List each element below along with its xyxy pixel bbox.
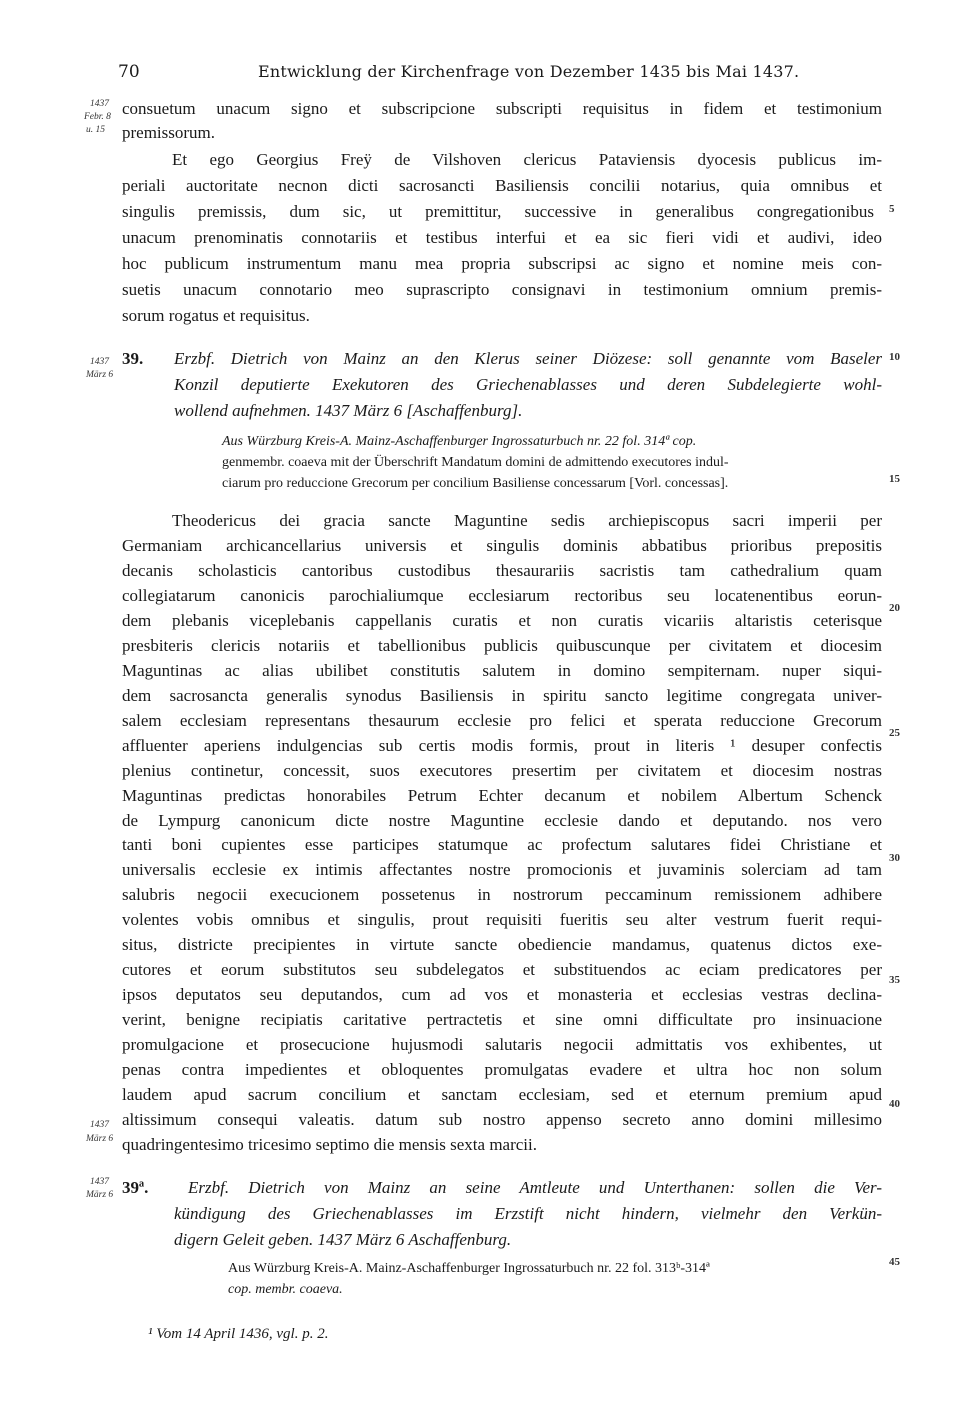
text-line: Germaniam archicancellarius universis et singulis dominis abbatibus prioribus prepositis — [122, 535, 882, 555]
line-number: 5 — [889, 203, 895, 215]
text-line: sorum rogatus et requisitus. — [122, 306, 310, 325]
text-line: consuetum unacum signo et subscripcione subscripti requisitus in fidem et testimonium — [122, 99, 882, 118]
text-line: de Lympurg canonicum dicte nostre Maguntine ecclesie dando et deputando. nos vero — [122, 810, 882, 830]
text-line: Theodericus dei gracia sancte Maguntine sedis archiepiscopus sacri imperii per — [172, 511, 882, 530]
margin-date-year: 1437 — [90, 1177, 109, 1187]
heading-line: Konzil deputierte Exekutoren des Griechenablasses und deren Subdelegierte wohl- — [174, 375, 882, 394]
source-line: Aus Würzburg Kreis-A. Mainz-Aschaffenburger Ingrossaturbuch nr. 22 fol. 314ª cop. — [222, 434, 697, 449]
line-number: 35 — [889, 974, 900, 986]
heading-line: digern Geleit geben. 1437 März 6 Aschaffenburg. — [174, 1230, 512, 1249]
source-line: Aus Würzburg Kreis-A. Mainz-Aschaffenburger Ingrossaturbuch nr. 22 fol. 313ᵇ-314ª — [228, 1261, 710, 1276]
document-number: 39. — [122, 349, 144, 368]
text-line: altissimum consequi valeatis. datum sub nostro appenso secreto anno domini millesimo — [122, 1110, 882, 1130]
line-number: 20 — [889, 602, 900, 614]
text-line: collegiatarum canonicis parochialiumque ecclesiarum rectoribus seu locatenentibus eorun- — [122, 585, 882, 605]
line-number: 40 — [889, 1098, 900, 1110]
text-line: plenius continetur, concessit, suos executores presertim per civitatem et diocesim nostras — [122, 760, 882, 780]
source-line: cop. membr. coaeva. — [228, 1282, 343, 1297]
text-line: situs, districte precipientes in virtute sancte obediencie mandamus, quatenus dictos exe- — [122, 935, 882, 955]
text-line: universalis ecclesie ex intimis affectantes nostre promocionis et juvaminis solerciam ad tam — [122, 860, 882, 880]
margin-date-year: 1437 — [90, 1120, 109, 1130]
text-line: hoc publicum instrumentum manu mea propria subscripsi ac signo et nomine meis con- — [122, 254, 882, 273]
document-number: 39ª. — [122, 1178, 149, 1197]
line-number: 15 — [889, 473, 900, 485]
text-line: ipsos deputatos seu deputandos, cum ad vos et monasteria et ecclesias vestras declina- — [122, 985, 882, 1005]
margin-date-day: März 6 — [86, 1134, 114, 1144]
text-line: singulis premissis, dum sic, ut premittitur, successive in generalibus congregationibus — [122, 202, 874, 221]
text-line: Maguntinas predictas honorabiles Petrum Echter decanum et nobilem Albertum Schenck — [122, 785, 882, 805]
line-number: 25 — [889, 727, 900, 739]
page-number: 70 — [118, 62, 140, 82]
line-number: 10 — [889, 351, 900, 363]
margin-date-day: Febr. 8 — [84, 112, 111, 122]
text-line: suetis unacum connotario meo suprascripto consignavi in testimonium omnium premis- — [122, 280, 882, 299]
text-line: promulgacione et prosecucione hujusmodi salutaris negocii admittatis vos exhibentes, ut — [122, 1035, 882, 1055]
text-line: quadringentesimo tricesimo septimo die mensis sexta marcii. — [122, 1135, 537, 1154]
line-number: 30 — [889, 852, 900, 864]
text-line: cutores et eorum substitutos seu subdelegatos et substituendos ac eciam predicatores per — [122, 960, 882, 980]
margin-date-day: März 6 — [86, 1190, 114, 1200]
text-line: tanti boni cupientes esse participes statumque ac profectum salutares fidei Christiane et — [122, 835, 882, 855]
text-line: laudem apud sacrum concilium et sanctam ecclesiam, sed et eternum premium apud — [122, 1085, 882, 1105]
text-line: salem ecclesiam representans thesaurum ecclesie pro felici et sperata reduccione Grecorum — [122, 710, 882, 730]
text-line: dem plebanis viceplebanis cappellanis curatis et non curatis vicariis altaristis ceterisque — [122, 610, 882, 630]
text-line: salubris negocii execucionem possetenus in nostrorum peccaminum remissionem adhibere — [122, 885, 882, 905]
text-line: decanis scholasticis cantoribus custodibus thesaurariis sacristis tam cathedralium quam — [122, 560, 882, 580]
running-title: Entwicklung der Kirchenfrage von Dezember 1435 bis Mai 1437. — [258, 62, 800, 81]
text-line: dem sacrosancta generalis synodus Basiliensis in spiritu sancto legitime congregata univer- — [122, 685, 882, 705]
text-line: presbiteris clericis notariis et tabellionibus publicis quibuscunque per civitatem et diocesim — [122, 635, 882, 655]
text-line: premissorum. — [122, 123, 216, 142]
footnote: ¹ Vom 14 April 1436, vgl. p. 2. — [148, 1326, 329, 1342]
margin-date-year: 1437 — [90, 99, 109, 109]
text-line: Maguntinas ac alias ubilibet constitutis salutem in domino sempiternam. nuper siqui- — [122, 660, 882, 680]
margin-date-day: u. 15 — [86, 125, 105, 135]
source-line: ciarum pro reduccione Grecorum per concilium Basiliense concessarum [Vorl. concessas]. — [222, 476, 729, 491]
text-line: affluenter aperiens indulgencias sub certis modis formis, prout in literis ¹ desuper confectis — [122, 735, 882, 755]
heading-line: wollend aufnehmen. 1437 März 6 [Aschaffenburg]. — [174, 401, 523, 420]
text-line: verint, benigne recipiatis caritative pertractetis et sine omni difficultate pro insinuacione — [122, 1010, 882, 1030]
heading-line: kündigung des Griechenablasses im Erzstift nicht hindern, vielmehr den Verkün- — [174, 1204, 882, 1223]
text-line: unacum prenominatis connotariis et testibus interfui et ea sic fieri vidi et audivi, ideo — [122, 228, 882, 247]
margin-date-year: 1437 — [90, 357, 109, 367]
text-line: penas contra impedientes et obloquentes promulgatas evadere et ultra hoc non solum — [122, 1060, 882, 1080]
text-line: Et ego Georgius Freÿ de Vilshoven clericus Pataviensis dyocesis publicus im- — [172, 150, 882, 169]
heading-line: Erzbf. Dietrich von Mainz an seine Amtleute und Unterthanen: sollen die Ver- — [188, 1178, 882, 1197]
heading-line: Erzbf. Dietrich von Mainz an den Klerus seiner Diözese: soll genannte vom Baseler — [174, 349, 882, 368]
text-line: periali auctoritate necnon dicti sacrosancti Basiliensis concilii notarius, quia omnibus et — [122, 176, 882, 195]
line-number: 45 — [889, 1256, 900, 1268]
source-line: genmembr. coaeva mit der Überschrift Mandatum domini de admittendo executores indul- — [222, 455, 729, 470]
text-line: volentes vobis omnibus et singulis, prout requisiti fueritis seu alter vestrum fuerit requi- — [122, 910, 882, 930]
margin-date-day: März 6 — [86, 370, 114, 380]
